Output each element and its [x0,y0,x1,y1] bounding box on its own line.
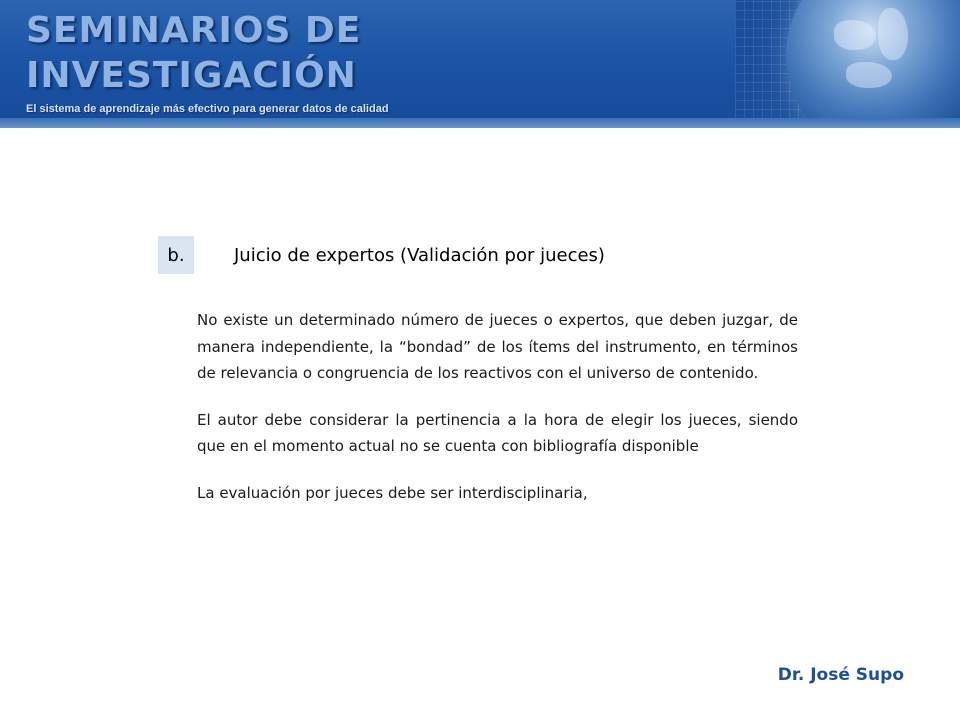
header-banner [0,0,960,128]
author-credit: Dr. José Supo [777,665,904,685]
globe-image [786,0,960,128]
paragraph: No existe un determinado número de jueces o expertos, que deben juzgar, de manera independiente, la “bondad” de los ítems del instrumento, en términos de relevancia o congruencia de los reactivos con el universo de contenido. [197,311,798,382]
section-letter: b. [158,236,194,274]
section-heading [158,236,605,274]
paragraph: El autor debe considerar la pertinencia a la hora de elegir los jueces, siendo que en el momento actual no se cuenta con bibliografía disponible [197,410,798,455]
paragraph: La evaluación por jueces debe ser interdisciplinaria, [197,483,588,502]
section-title: Juicio de expertos (Validación por jueces) [234,244,605,266]
header-subtitle: El sistema de aprendizaje más efectivo para generar datos de calidad [26,103,389,115]
title-line-2: INVESTIGACIÓN [26,55,357,96]
title-line-1: SEMINARIOS DE [26,10,362,51]
header-bottom-band [0,118,960,128]
body-text [197,307,798,526]
